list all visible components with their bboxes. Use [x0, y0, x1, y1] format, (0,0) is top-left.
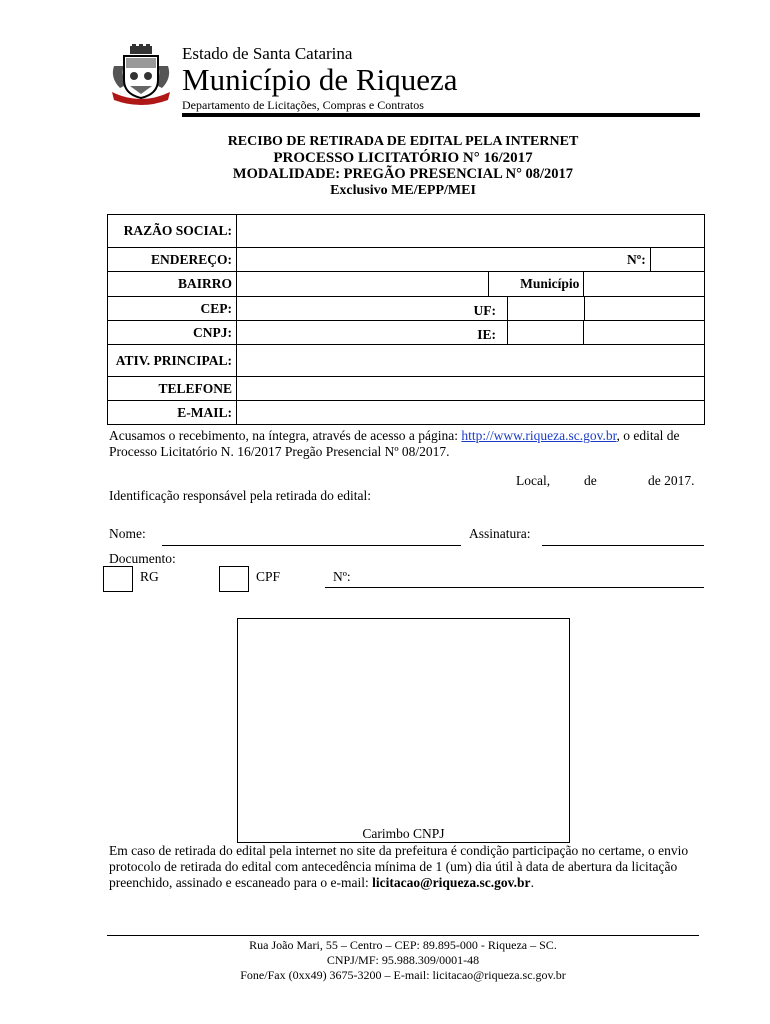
company-data-form	[107, 214, 705, 425]
bairro-label: BAIRRO	[108, 272, 237, 297]
numero-field[interactable]	[650, 248, 704, 272]
endereco-label: ENDEREÇO:	[108, 248, 237, 272]
bairro-field[interactable]	[237, 272, 489, 297]
ie-label: IE:	[477, 327, 496, 342]
state-name: Estado de Santa Catarina	[182, 44, 353, 63]
local-label: Local,	[516, 473, 551, 488]
header-rule	[182, 113, 700, 117]
responsible-identification: Identificação responsável pela retirada do edital:	[109, 488, 371, 503]
ie-field[interactable]	[584, 321, 705, 345]
notice-text: Em caso de retirada do edital pela internet no site da prefeitura é condição participação no certame, o envio protocolo de retirada do edital com antecedência mínima de 1 (um) dia útil à data de abertura da licitação preenchido, assinado e escaneado para o e-mail: licitacao@riqueza.sc.gov.br.	[109, 843, 689, 890]
cnpj-label: CNPJ:	[108, 321, 237, 345]
cep-field[interactable]	[237, 297, 584, 321]
nome-label: Nome:	[109, 526, 146, 541]
footer-cnpj: CNPJ/MF: 95.988.309/0001-48	[326, 953, 480, 967]
ativ-field[interactable]	[237, 345, 705, 377]
rg-checkbox[interactable]	[103, 566, 133, 592]
exclusive-note: Exclusivo ME/EPP/MEI	[330, 183, 476, 198]
email-label: E-MAIL:	[108, 401, 237, 425]
endereco-field[interactable]	[237, 248, 585, 272]
nome-line[interactable]	[162, 545, 461, 546]
assinatura-line[interactable]	[542, 545, 704, 546]
municipio-label: Município	[489, 272, 584, 297]
cnpj-stamp-box[interactable]	[237, 618, 570, 843]
modality: MODALIDADE: PREGÃO PRESENCIAL N° 08/2017	[232, 166, 574, 182]
uf-label: UF:	[473, 303, 496, 318]
footer-contact: Fone/Fax (0xx49) 3675-3200 – E-mail: licitacao@riqueza.sc.gov.br	[240, 968, 566, 982]
acknowledgement-text: Acusamos o recebimento, na íntegra, através de acesso a página: http://www.riqueza.sc.gov.br, o edital de Processo Licitatório N. 16/2017 Pregão Presencial Nº 08/2017.	[109, 428, 680, 459]
documento-label: Documento:	[109, 551, 176, 566]
cpf-label: CPF	[256, 569, 281, 584]
assinatura-label: Assinatura:	[469, 526, 531, 541]
rg-label: RG	[140, 569, 159, 584]
numero-label: Nº:	[584, 248, 650, 272]
uf-field[interactable]	[584, 297, 704, 321]
footer-rule	[107, 935, 699, 936]
municipio-field[interactable]	[584, 272, 705, 297]
footer-address: Rua João Mari, 55 – Centro – CEP: 89.895-000 - Riqueza – SC.	[249, 938, 557, 952]
prefeitura-link[interactable]: http://www.riqueza.sc.gov.br	[461, 428, 617, 443]
telefone-label: TELEFONE	[108, 377, 237, 401]
doc-number-label: Nº:	[333, 569, 351, 584]
telefone-field[interactable]	[237, 377, 705, 401]
cpf-checkbox[interactable]	[219, 566, 249, 592]
stamp-label: Carimbo CNPJ	[362, 826, 445, 841]
razao-label: RAZÃO SOCIAL:	[108, 215, 237, 248]
email-field[interactable]	[237, 401, 705, 425]
municipality-name: Município de Riqueza	[182, 62, 458, 97]
date-de-label: de	[584, 473, 597, 488]
ativ-label: ATIV. PRINCIPAL:	[108, 345, 237, 377]
notice-email: licitacao@riqueza.sc.gov.br	[372, 875, 531, 890]
razao-field[interactable]	[237, 215, 705, 248]
department-name: Departamento de Licitações, Compras e Contratos	[182, 98, 424, 112]
cep-label: CEP:	[108, 297, 237, 321]
doc-number-line[interactable]	[325, 587, 704, 588]
cnpj-field[interactable]	[237, 321, 584, 345]
document-title: RECIBO DE RETIRADA DE EDITAL PELA INTERNET	[227, 134, 579, 149]
municipal-coat-of-arms	[108, 44, 174, 106]
year-label: de 2017.	[648, 473, 695, 488]
process-number: PROCESSO LICITATÓRIO N° 16/2017	[273, 150, 533, 166]
